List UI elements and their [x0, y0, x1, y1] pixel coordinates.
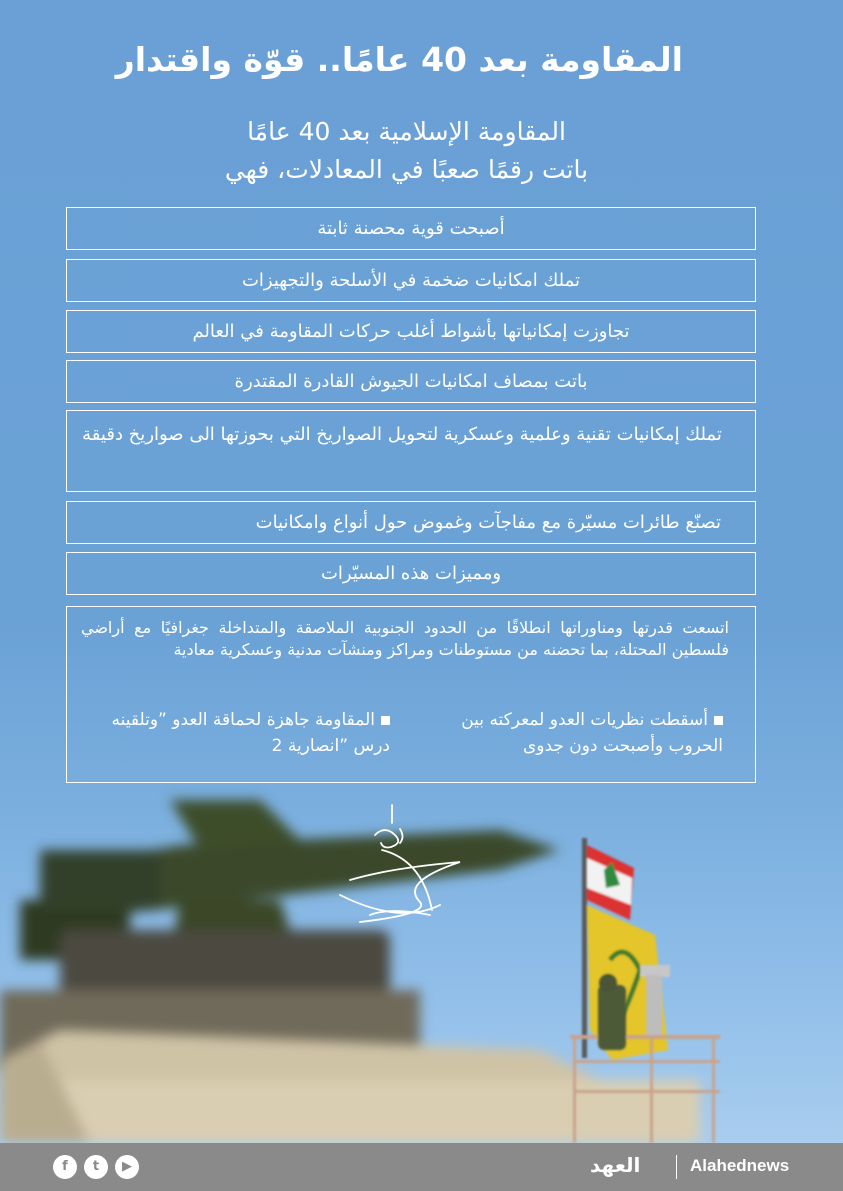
facebook-icon[interactable]: f — [53, 1155, 77, 1179]
youtube-icon[interactable]: ▶ — [115, 1155, 139, 1179]
point-box-6 — [66, 501, 756, 544]
point-text: أصبحت قوية محصنة ثابتة — [317, 218, 505, 239]
point-box-2 — [66, 259, 756, 302]
footer-brand: Alahednews — [690, 1156, 790, 1175]
bullet-right — [433, 707, 723, 759]
footer-logo: العهد — [590, 1153, 641, 1177]
subtitle-line-2: باتت رقمًا صعبًا في المعادلات، فهي — [224, 155, 589, 184]
bullet-square-icon — [714, 716, 723, 725]
bullet-square-icon — [381, 716, 390, 725]
point-text: تملك إمكانيات تقنية وعلمية وعسكرية لتحويل الصواريخ التي بحوزتها الى صواريخ دقيقة — [82, 424, 722, 445]
bullet-right-text: أسقطت نظريات العدو لمعركته بين الحروب وأصبحت دون جدوى — [461, 710, 723, 756]
point-box-1 — [66, 207, 756, 250]
point-text: تملك امكانيات ضخمة في الأسلحة والتجهيزات — [241, 270, 581, 291]
point-box-4 — [66, 360, 756, 403]
summary-text: اتسعت قدرتها ومناوراتها انطلاقًا من الحدود الجنوبية الملاصقة والمتداخلة جغرافيًا مع أراضي فلسطين المحتلة، بما تحضنه من مستوطنات ومراكز ومنشآت مدنية وعسكرية معادية — [81, 618, 729, 659]
point-text: تجاوزت إمكانياتها بأشواط أغلب حركات المقاومة في العالم — [192, 321, 630, 342]
summary-box — [66, 606, 756, 783]
point-box-3 — [66, 310, 756, 353]
bullet-left-text: المقاومة جاهزة لحماقة العدو ”وتلقينه درس ”انصارية 2 — [111, 710, 390, 756]
subtitle — [150, 113, 663, 189]
point-text: ومميزات هذه المسيّرات — [320, 563, 502, 584]
bullet-left — [100, 707, 390, 759]
point-box-7 — [66, 552, 756, 595]
signature — [330, 795, 480, 935]
footer-divider — [676, 1155, 677, 1179]
page-title: المقاومة بعد 40 عامًا.. قوّة واقتدار — [115, 40, 683, 79]
point-box-5 — [66, 410, 756, 492]
vehicle-foreground — [0, 1030, 700, 1143]
subtitle-line-1: المقاومة الإسلامية بعد 40 عامًا — [247, 117, 566, 146]
point-text: تصنّع طائرات مسيّرة مع مفاجآت وغموض حول أنواع وامكانيات — [255, 512, 721, 533]
twitter-icon[interactable]: t — [84, 1155, 108, 1179]
point-text: باتت بمصاف امكانيات الجيوش القادرة المقتدرة — [234, 371, 588, 392]
